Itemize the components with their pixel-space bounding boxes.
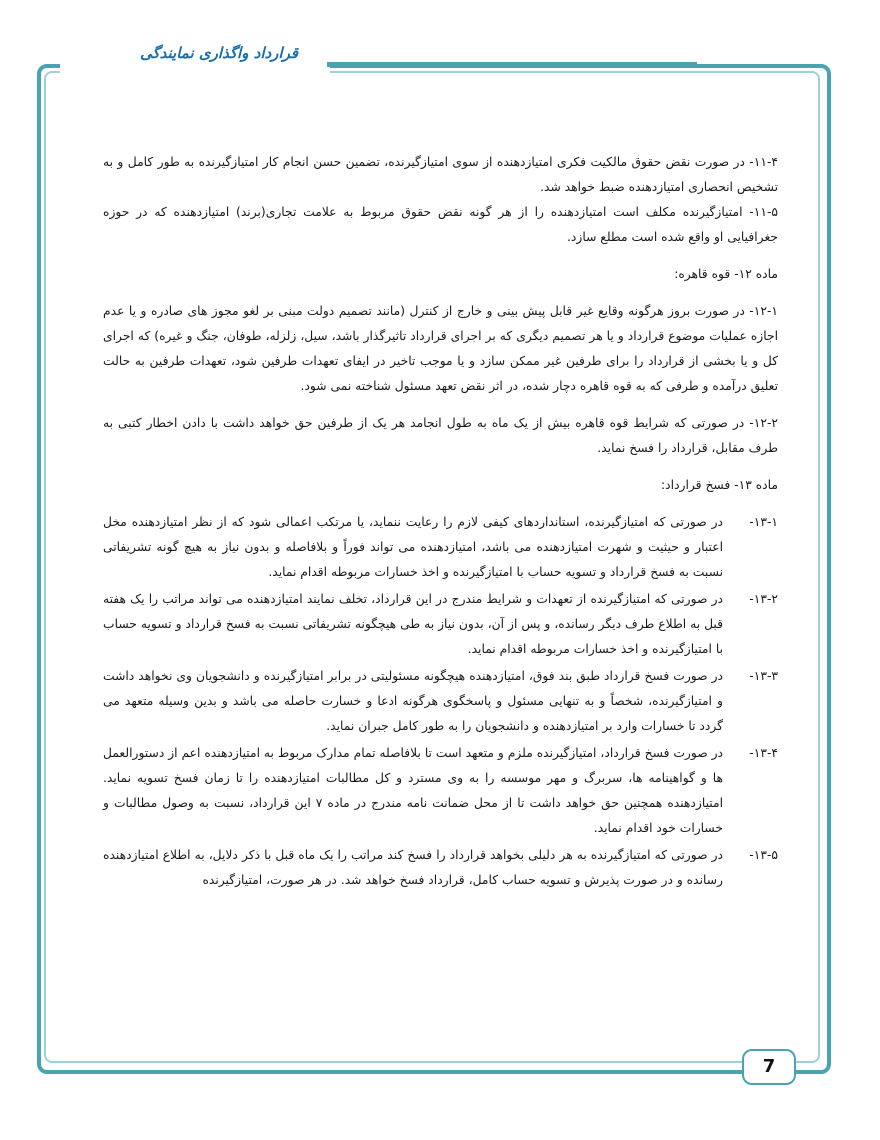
clause-13-4 <box>103 741 778 841</box>
clause-number: ۱۳-۲- <box>749 592 778 606</box>
paragraph-12-2: ۱۲-۲- در صورتی که شرایط قوه قاهره بیش از یک ماه به طول انجامد هر یک از طرفین حق خواهد داشت با دادن اخطار کتبی به طرف مقابل، قرارداد را فسخ نماید. <box>103 416 778 455</box>
clause-text: در صورتی که امتیازگیرنده از تعهدات و شرایط مندرج در این قرارداد، تخلف نمایند امتیازدهنده می تواند مراتب را یک هفته قبل به اطلاع طرف دیگر رسانده، و پس از آن، بدون نیاز به طی هیچگونه تشریفاتی نسبت به فسخ قرارداد و تسویه حساب با امتیازگیرنده و اخذ خسارات مربوطه اقدام نماید. <box>103 592 723 656</box>
clause-text: در صورت فسخ قرارداد، امتیازگیرنده ملزم و متعهد است تا بلافاصله تمام مدارک مربوط به امتیازدهنده اعم از دستورالعمل ها و گواهینامه ها، سربرگ و مهر موسسه را به وی مسترد و کل مطالبات امتیازدهنده را تا زمان فسخ تسویه نماید. امتیازدهنده همچنین حق خواهد داشت تا از محل ضمانت نامه مندرج در ماده ۷ این قرارداد، نسبت به وصول مطالبات و خسارات خود اقدام نماید. <box>103 746 723 835</box>
clause-number: ۱۳-۳- <box>749 669 778 683</box>
clause-text: در صورتی که امتیازگیرنده به هر دلیلی بخواهد قرارداد را فسخ کند مراتب را یک ماه قبل با ذکر دلایل، به اطلاع امتیازدهنده رسانده و در صورت پذیرش و تسویه حساب کامل، قرارداد فسخ خواهد شد. در هر صورت، امتیازگیرنده <box>103 848 723 887</box>
page-number: 7 <box>742 1049 796 1085</box>
header-title: قرارداد واگذاری نمایندگی <box>140 44 299 62</box>
document-body <box>103 150 778 895</box>
clause-number: ۱۳-۵- <box>749 848 778 862</box>
paragraph-11-5: ۱۱-۵- امتیازگیرنده مکلف است امتیازدهنده را از هر گونه نقض حقوق مربوط به علامت تجاری(برند) امتیازدهنده که در حوزه جغرافیایی او واقع شده است مطلع سازد. <box>103 205 778 244</box>
clause-number: ۱۳-۴- <box>749 746 778 760</box>
clause-number: ۱۳-۱- <box>749 515 778 529</box>
clause-text: در صورت فسخ قرارداد طبق بند فوق، امتیازدهنده هیچگونه مسئولیتی در برابر امتیازگیرنده و دانشجویان وی نخواهد داشت و امتیازگیرنده، شخصاً و به تنهایی مسئول و پاسخگوی هرگونه ادعا و خسارت حاصله می باشد و بدین وسیله متعهد می گردد تا خسارات وارد بر امتیازدهنده و دانشجویان را به طور کامل جبران نماید. <box>103 669 723 733</box>
article-12-heading: ماده ۱۲- قوه قاهره: <box>674 267 778 281</box>
paragraph-11-4: ۱۱-۴- در صورت نقض حقوق مالکیت فکری امتیازدهنده از سوی امتیازگیرنده، تضمین حسن انجام کار امتیازگیرنده به طور کامل و به تشخیص انحصاری امتیازدهنده ضبط خواهد شد. <box>103 155 778 194</box>
paragraph-12-1: ۱۲-۱- در صورت بروز هرگونه وقایع غیر قابل پیش بینی و خارج از کنترل (مانند تصمیم دولت مبنی بر لغو مجوز های صادره و یا عدم اجازه عملیات موضوع قرارداد و یا هر تصمیم دیگری که بر اجرای قرارداد تاثیرگذار باشد، سیل، زلزله، طوفان، جنگ و غیره) که اجرای کل و یا بخشی از قرارداد را برای طرفین غیر ممکن سازد و یا موجب تاخیر در ایفای تعهدات طرفین شود، تعهدات طرفین به حالت تعلیق درآمده و طرفی که به قوه قاهره دچار شده، در اثر نقض تعهد مسئول شناخته نمی شود. <box>103 304 778 393</box>
header-rule <box>327 62 697 67</box>
clause-13-2 <box>103 587 778 662</box>
clause-13-5 <box>103 843 778 893</box>
clause-13-1 <box>103 510 778 585</box>
clause-13-3 <box>103 664 778 739</box>
article-13-heading: ماده ۱۳- فسخ قرارداد: <box>661 478 778 492</box>
clause-text: در صورتی که امتیازگیرنده، استانداردهای کیفی لازم را رعایت ننماید، یا مرتکب اعمالی شود که از نظر امتیازدهنده مخل اعتبار و حیثیت و شهرت امتیازدهنده می باشد، امتیازدهنده می تواند فوراً و بلافاصله و بدون نیاز به هیچ گونه تشریفاتی نسبت به فسخ قرارداد و تسویه حساب با امتیازگیرنده و اخذ خسارات مربوطه اقدام نماید. <box>103 515 723 579</box>
